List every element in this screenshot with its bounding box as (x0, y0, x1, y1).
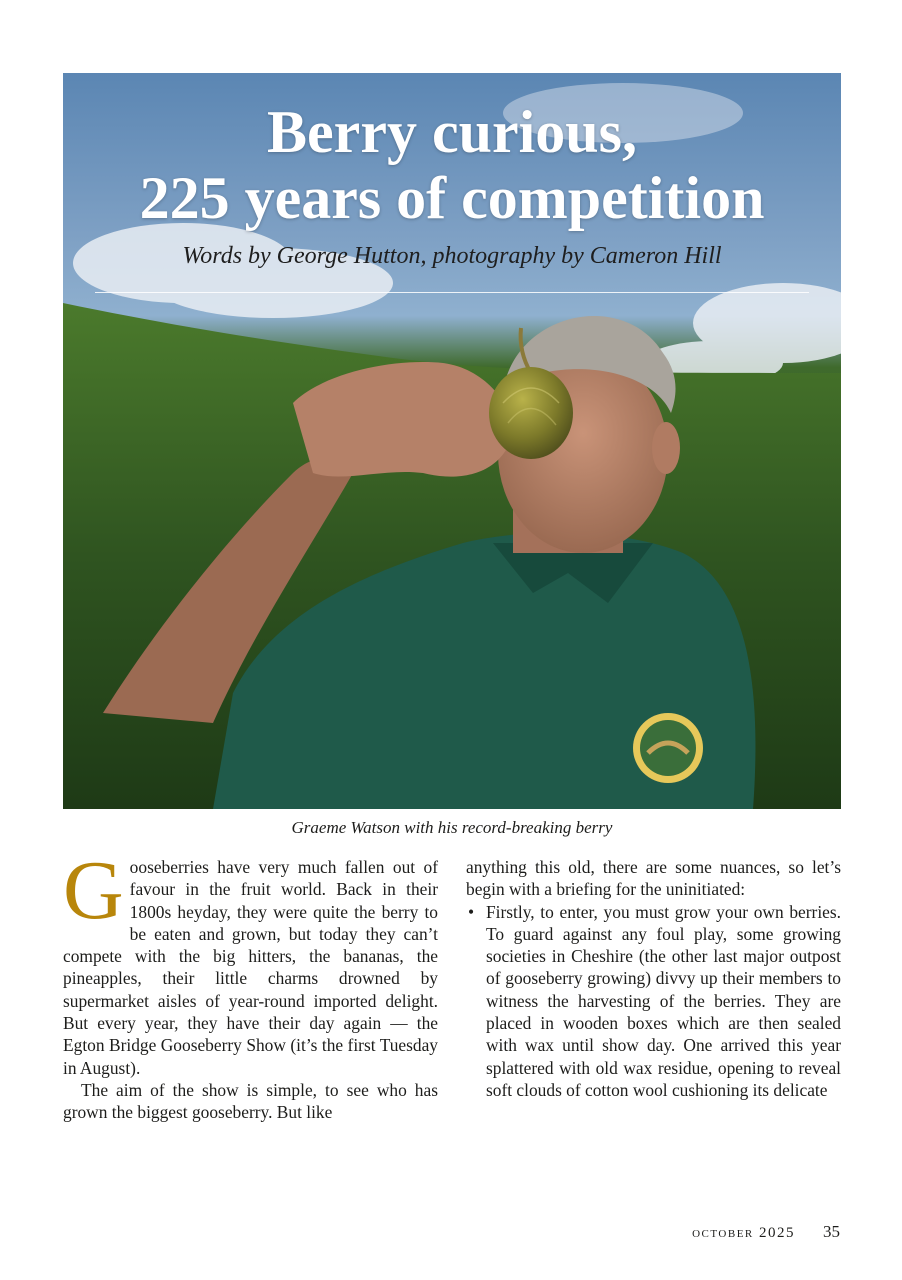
bullet-marker: • (468, 901, 475, 922)
page-number: 35 (823, 1222, 840, 1241)
society-badge (633, 713, 703, 783)
article-title (63, 99, 841, 231)
drop-cap: G (63, 844, 124, 937)
paragraph-1 (63, 844, 438, 1079)
bullet-item-1 (466, 901, 841, 1102)
article-column-right (466, 856, 841, 1101)
hero-photo (63, 73, 841, 809)
paragraph-2-part-1: The aim of the show is simple, to see who has grown the biggest gooseberry. But like (63, 1079, 438, 1123)
bullet-item-1-text: Firstly, to enter, you must grow your own berries. To guard against any foul play, some growing societies in Cheshire (the other last major outpost of gooseberry growing) divvy up their members to witness the harvesting of the berries. They are placed in wooden boxes which are then sealed with wax until show day. One arrived this year splattered with old wax residue, opening to reveal soft clouds of cotton wool cushioning its delicate (486, 901, 841, 1100)
photo-caption: Graeme Watson with his record-breaking berry (291, 818, 613, 837)
issue-date: october 2025 (692, 1225, 795, 1241)
title-divider (95, 292, 809, 293)
paragraph-2 (63, 1079, 438, 1124)
paragraph-1-text: ooseberries have very much fallen out of favour in the fruit world. Back in their 1800s heyday, they were quite the berry to be eaten and grown, but today they can’t compete with the big hitters, the bananas, the pineapples, their little charms drowned by supermarket aisles of year-round imported delight. But every year, they have their day again — the Egton Bridge Gooseberry Show (it’s the first Tuesday in August). (63, 857, 438, 1078)
page-footer (692, 1222, 840, 1242)
article-column-left (63, 844, 438, 1124)
title-line-2: 225 years of competition (139, 165, 765, 231)
byline: Words by George Hutton, photography by Cameron Hill (182, 243, 722, 269)
title-line-1: Berry curious, (267, 99, 637, 165)
paragraph-2-continued: anything this old, there are some nuances, so let’s begin with a briefing for the uninitiated: (466, 857, 841, 900)
